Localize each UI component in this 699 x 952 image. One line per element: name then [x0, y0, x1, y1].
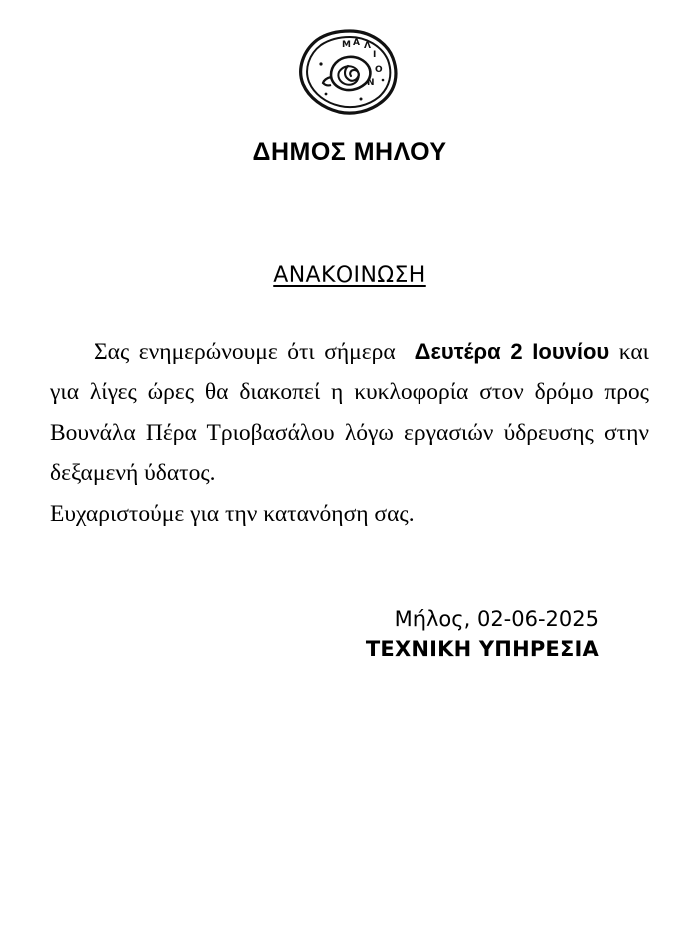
svg-text:Ο: Ο [374, 65, 383, 75]
body-text-part-1: Σας ενημερώνουμε ότι σήμερα [94, 339, 396, 365]
svg-text:Ι: Ι [372, 50, 376, 60]
announcement-body [48, 332, 651, 534]
document-title: ΑΝΑΚΟΙΝΩΣΗ [273, 263, 426, 288]
signature-place-date: Μήλος, 02-06-2025 [394, 607, 599, 632]
body-paragraph-1 [50, 332, 649, 494]
signature-department: ΤΕΧΝΙΚΗ ΥΠΗΡΕΣΙΑ [365, 637, 599, 662]
svg-text:Μ: Μ [341, 40, 351, 50]
body-text-part-2: και για λίγες ώρες θα διακοπεί η κυκλοφορία στον δρόμο προς Βουνάλα Πέρα Τριοβασάλου λόγω εργασιών ύδρευσης στην δεξαμενή ύδατος. [50, 339, 650, 487]
body-paragraph-2: Ευχαριστούμε για την κατανόηση σας. [50, 500, 415, 527]
body-text-bold-date: Δευτέρα 2 Ιουνίου [414, 339, 610, 364]
emblem-container [48, 0, 651, 116]
signature-block [48, 604, 651, 665]
svg-text:Λ: Λ [363, 41, 371, 51]
svg-text:Ν: Ν [366, 78, 375, 88]
organization-title: ΔΗΜΟΣ ΜΗΛΟΥ [252, 138, 447, 166]
milos-ancient-coin-emblem-icon [295, 28, 405, 116]
svg-text:Α: Α [352, 38, 360, 48]
